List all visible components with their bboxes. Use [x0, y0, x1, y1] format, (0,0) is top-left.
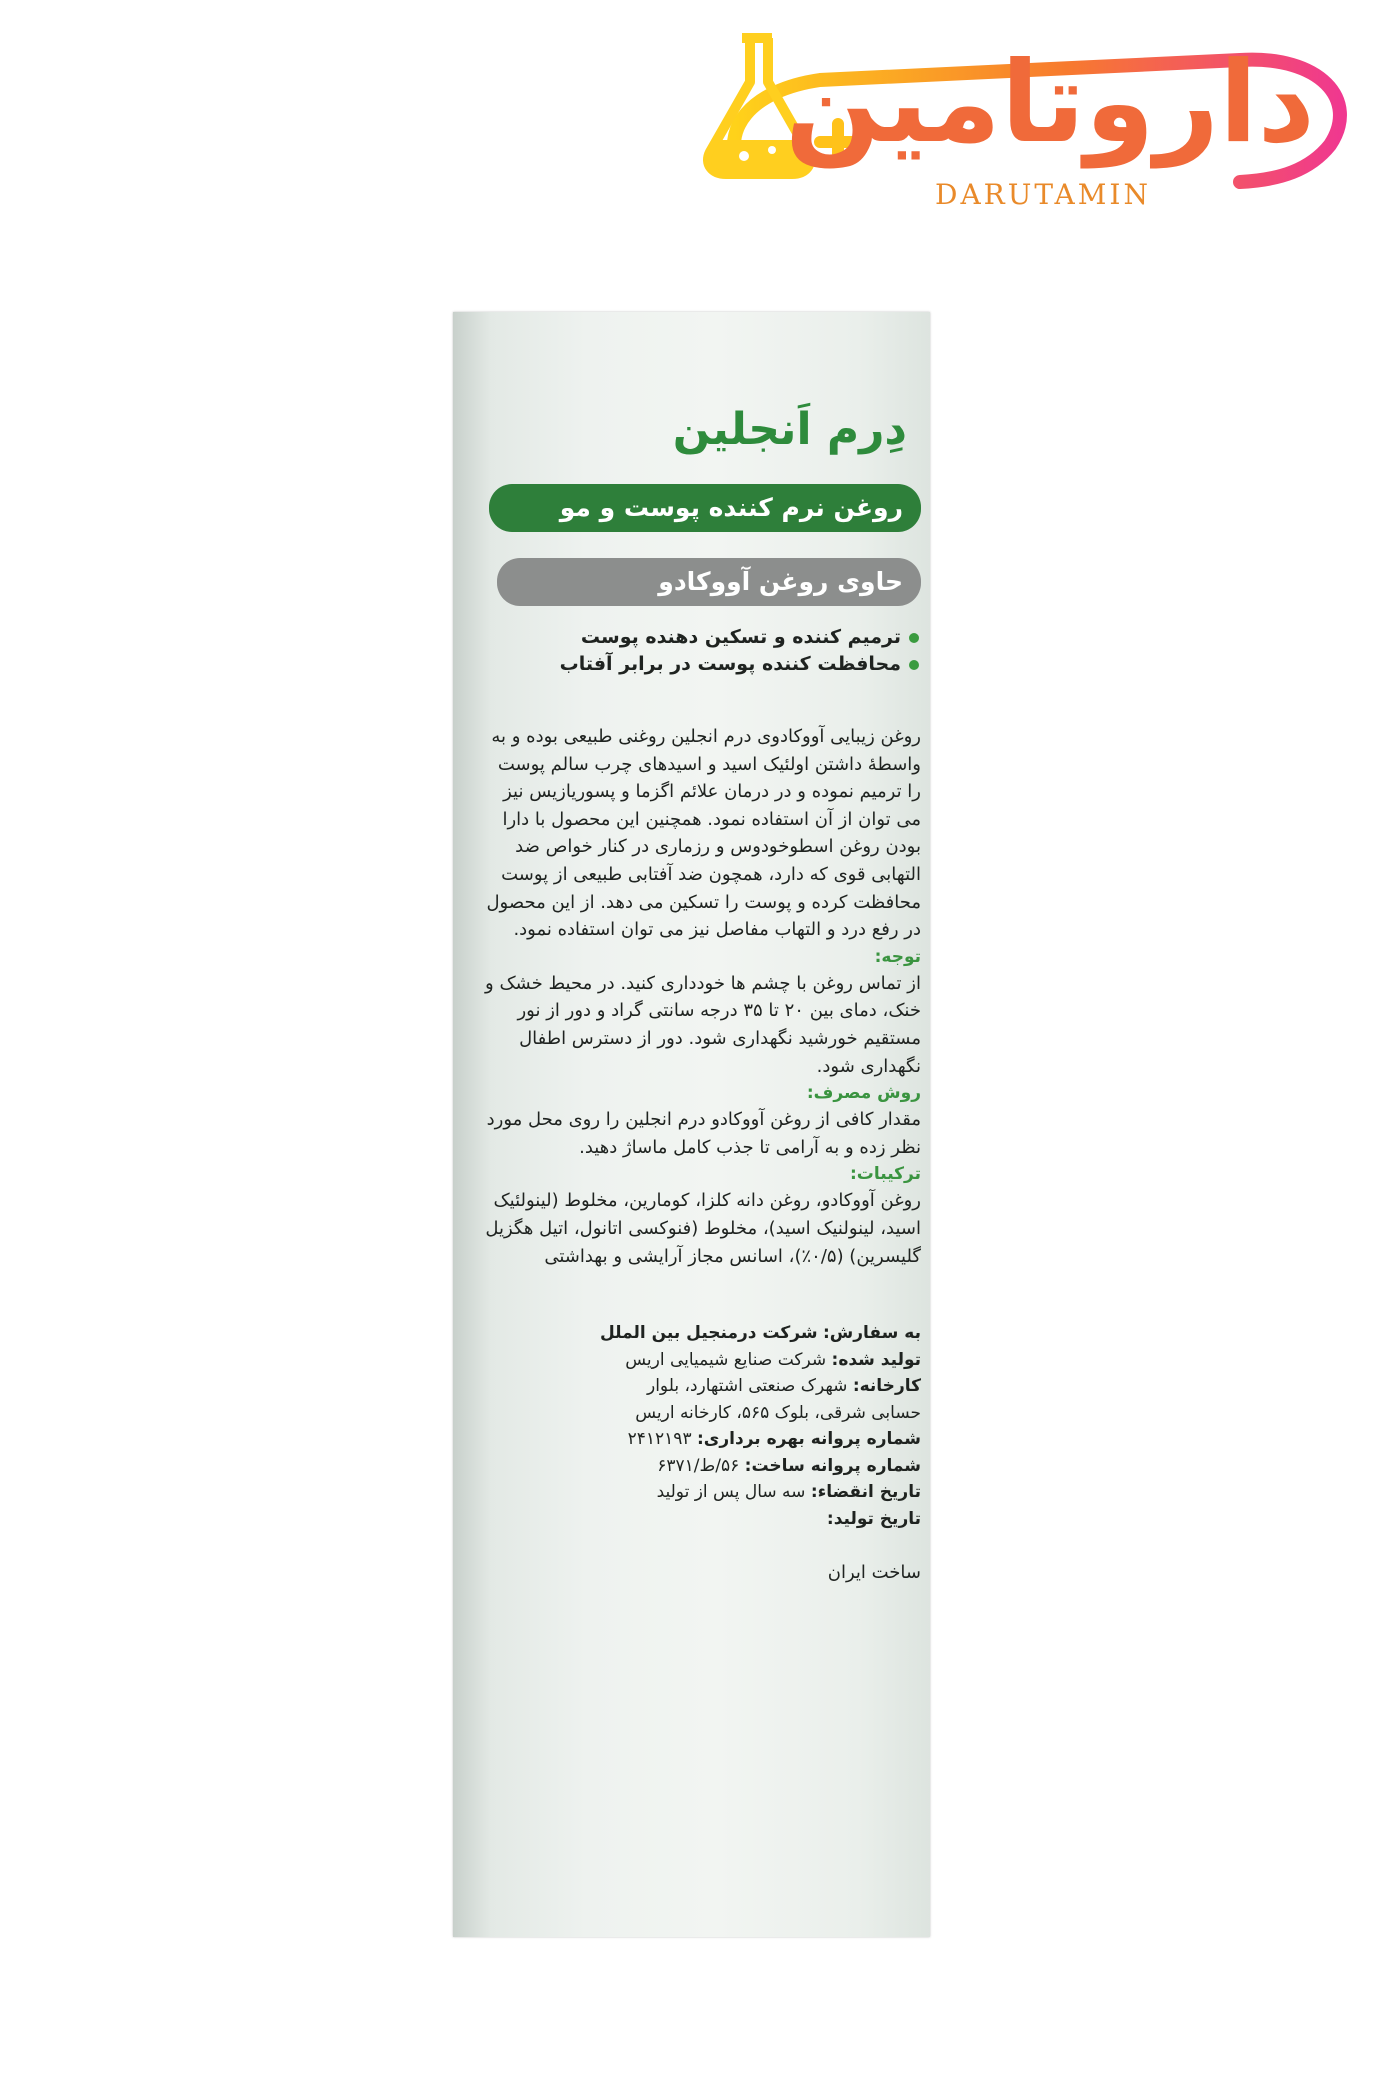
caution-heading: توجه: [874, 946, 921, 967]
info-row-operation-license: شماره پروانه بهره برداری: ۲۴۱۲۱۹۳ [627, 1429, 921, 1450]
bullet-dot-icon [909, 633, 919, 643]
benefit-item [483, 651, 921, 678]
benefit-text: محافظت کننده پوست در برابر آفتاب [559, 653, 901, 675]
subtitle-banner: حاوی روغن آووکادو [497, 558, 921, 606]
ingredients-text: روغن آووکادو، روغن دانه کلزا، کومارین، مخلوط (لینولئیک اسید، لینولنیک اسید)، مخلوط (فنوکسی اتانول، اتیل هگزیل گلیسرین) (۰/۵٪)، اسانس مجاز آرایشی و بهداشتی [485, 1190, 921, 1267]
origin-label: ساخت ایران [827, 1562, 921, 1584]
info-row-manufacture-license: شماره پروانه ساخت: ۵۶/ط/۶۳۷۱ [657, 1455, 921, 1476]
watermark-logo [680, 20, 1360, 210]
benefit-text: ترمیم کننده و تسکین دهنده پوست [580, 626, 901, 648]
info-row-production-date: تاریخ تولید: [826, 1508, 921, 1529]
logo-latin-name: DARUTAMIN [935, 178, 1151, 211]
ingredients-section [483, 1161, 921, 1270]
info-row-address: حسابی شرقی، بلوک ۵۶۵، کارخانه اریس [635, 1402, 921, 1423]
brand-name: دِرم اَنجلین [672, 404, 907, 455]
benefits-list [483, 624, 921, 678]
info-row-producer: تولید شده: شرکت صنایع شیمیایی اریس [625, 1349, 921, 1370]
info-row-factory: کارخانه: شهرک صنعتی اشتهارد، بلوار [647, 1376, 921, 1397]
usage-heading: روش مصرف: [806, 1083, 921, 1104]
manufacturer-info [483, 1320, 921, 1532]
info-row-expiry: تاریخ انقضاء: سه سال پس از تولید [656, 1482, 921, 1503]
caution-section [483, 944, 921, 1080]
caution-text: از تماس روغن با چشم ها خودداری کنید. در محیط خشک و خنک، دمای بین ۲۰ تا ۳۵ درجه سانتی گراد و دور از نور مستقیم خورشید نگهداری شود. دور از دسترس اطفال نگهداری شود. [485, 972, 921, 1077]
product-description: روغن زیبایی آووکادوی درم انجلین روغنی طبیعی بوده و به واسطهٔ داشتن اولئیک اسید و اسیدهای چرب سالم پوست را ترمیم نموده و در درمان علائم اگزما و پسوریازیس نیز می توان از آن استفاده نمود. همچنین این محصول با دارا بودن روغن اسطوخودوس و رزماری در کنار خواص ضد التهابی قوی که دارد، همچون ضد آفتابی طبیعی از پوست محافظت کرده و پوست را تسکین می دهد. از این محصول در رفع درد و التهاب مفاصل نیز می توان استفاده نمود. [486, 726, 921, 941]
ingredients-heading: ترکیبات: [850, 1164, 921, 1185]
usage-section [483, 1080, 921, 1161]
box-content [483, 402, 921, 1586]
tagline-banner: روغن نرم کننده پوست و مو [489, 484, 921, 532]
benefit-item [483, 624, 921, 651]
info-row-order: به سفارش: شرکت درمنجیل بین الملل [599, 1323, 921, 1344]
product-box-side [453, 312, 930, 1937]
bullet-dot-icon [909, 660, 919, 670]
usage-text: مقدار کافی از روغن آووکادو درم انجلین را روی محل مورد نظر زده و به آرامی تا جذب کامل ماساژ دهید. [486, 1109, 921, 1158]
logo-persian-name: داروتامین [785, 38, 1315, 168]
